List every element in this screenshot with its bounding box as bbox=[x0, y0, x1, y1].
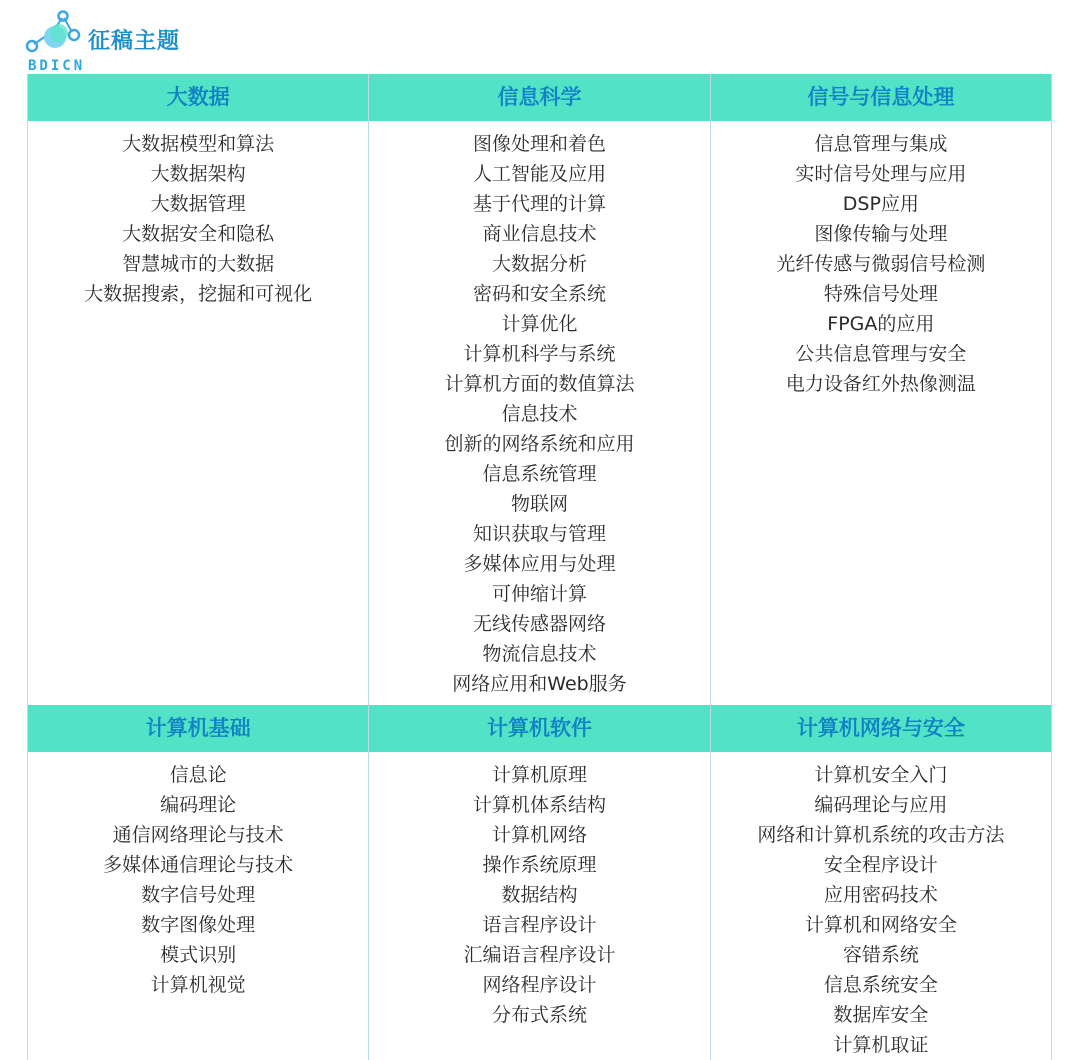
list-item: 计算机体系结构 bbox=[472, 794, 606, 816]
list-item: 计算机方面的数值算法 bbox=[444, 373, 635, 395]
topic-column bbox=[28, 705, 369, 1060]
list-item: 电力设备红外热像测温 bbox=[785, 373, 976, 395]
list-item: 通信网络理论与技术 bbox=[112, 824, 284, 846]
list-item: 计算优化 bbox=[501, 313, 578, 335]
list-item: 网络和计算机系统的攻击方法 bbox=[757, 824, 1005, 846]
logo bbox=[24, 10, 224, 74]
topic-list bbox=[28, 121, 368, 705]
list-item: 光纤传感与微弱信号检测 bbox=[776, 253, 986, 275]
topic-column bbox=[711, 705, 1052, 1060]
topic-column bbox=[711, 74, 1052, 705]
list-item: 网络应用和Web服务 bbox=[452, 673, 627, 695]
page-title: 征稿主题 bbox=[88, 29, 181, 54]
topic-list bbox=[369, 121, 709, 705]
topic-header: 信号与信息处理 bbox=[711, 74, 1051, 121]
list-item: 密码和安全系统 bbox=[472, 283, 606, 305]
list-item: FPGA的应用 bbox=[827, 313, 935, 335]
list-item: 计算机视觉 bbox=[150, 974, 246, 996]
list-item: 信息论 bbox=[169, 764, 227, 786]
list-item: 计算机和网络安全 bbox=[804, 914, 957, 936]
list-item: 应用密码技术 bbox=[823, 884, 938, 906]
topic-list bbox=[711, 121, 1051, 705]
list-item: 分布式系统 bbox=[491, 1004, 587, 1026]
list-item: 图像处理和着色 bbox=[472, 133, 606, 155]
list-item: 公共信息管理与安全 bbox=[795, 343, 967, 365]
list-item: 大数据安全和隐私 bbox=[122, 223, 275, 245]
list-item: 计算机取证 bbox=[833, 1034, 929, 1056]
list-item: 多媒体通信理论与技术 bbox=[103, 854, 294, 876]
list-item: 物联网 bbox=[510, 493, 568, 515]
list-item: 人工智能及应用 bbox=[472, 163, 606, 185]
list-item: 数据结构 bbox=[501, 884, 578, 906]
topic-column bbox=[369, 74, 710, 705]
list-item: 创新的网络系统和应用 bbox=[444, 433, 635, 455]
list-item: 模式识别 bbox=[160, 944, 237, 966]
list-item: 语言程序设计 bbox=[482, 914, 597, 936]
list-item: 网络程序设计 bbox=[482, 974, 597, 996]
list-item: 信息系统安全 bbox=[823, 974, 938, 996]
list-item: 信息管理与集成 bbox=[814, 133, 948, 155]
list-item: 物流信息技术 bbox=[482, 643, 597, 665]
list-item: 实时信号处理与应用 bbox=[795, 163, 967, 185]
list-item: 图像传输与处理 bbox=[814, 223, 948, 245]
list-item: 汇编语言程序设计 bbox=[463, 944, 616, 966]
list-item: 计算机科学与系统 bbox=[463, 343, 616, 365]
list-item: 数字信号处理 bbox=[141, 884, 256, 906]
list-item: 容错系统 bbox=[842, 944, 919, 966]
list-item: 多媒体应用与处理 bbox=[463, 553, 616, 575]
list-item: 无线传感器网络 bbox=[472, 613, 606, 635]
list-item: 特殊信号处理 bbox=[823, 283, 938, 305]
topic-header: 计算机网络与安全 bbox=[711, 705, 1051, 752]
list-item: 计算机网络 bbox=[491, 824, 587, 846]
list-item: 计算机原理 bbox=[491, 764, 587, 786]
topic-column bbox=[369, 705, 710, 1060]
topic-column bbox=[28, 74, 369, 705]
list-item: 安全程序设计 bbox=[823, 854, 938, 876]
list-item: 数据库安全 bbox=[833, 1004, 929, 1026]
list-item: 可伸缩计算 bbox=[491, 583, 587, 605]
topic-list bbox=[28, 752, 368, 1060]
list-item: 计算机安全入门 bbox=[814, 764, 948, 786]
list-item: 商业信息技术 bbox=[482, 223, 597, 245]
list-item: 大数据架构 bbox=[150, 163, 246, 185]
list-item: 大数据分析 bbox=[491, 253, 587, 275]
topic-header: 大数据 bbox=[28, 74, 368, 121]
topic-list bbox=[369, 752, 709, 1060]
list-item: 编码理论 bbox=[160, 794, 237, 816]
list-item: 知识获取与管理 bbox=[472, 523, 606, 545]
molecule-logo-icon bbox=[24, 10, 86, 56]
list-item: 智慧城市的大数据 bbox=[122, 253, 275, 275]
list-item: 信息系统管理 bbox=[482, 463, 597, 485]
list-item: DSP应用 bbox=[842, 193, 919, 215]
logo-text: BDICN bbox=[28, 58, 86, 74]
topic-list bbox=[711, 752, 1051, 1060]
list-item: 大数据管理 bbox=[150, 193, 246, 215]
list-item: 大数据搜索，挖掘和可视化 bbox=[84, 283, 313, 305]
topic-header: 计算机软件 bbox=[369, 705, 709, 752]
list-item: 数字图像处理 bbox=[141, 914, 256, 936]
list-item: 大数据模型和算法 bbox=[122, 133, 275, 155]
list-item: 信息技术 bbox=[501, 403, 578, 425]
topics-table bbox=[27, 74, 1052, 1060]
topic-header: 计算机基础 bbox=[28, 705, 368, 752]
list-item: 操作系统原理 bbox=[482, 854, 597, 876]
list-item: 基于代理的计算 bbox=[472, 193, 606, 215]
list-item: 编码理论与应用 bbox=[814, 794, 948, 816]
topic-header: 信息科学 bbox=[369, 74, 709, 121]
